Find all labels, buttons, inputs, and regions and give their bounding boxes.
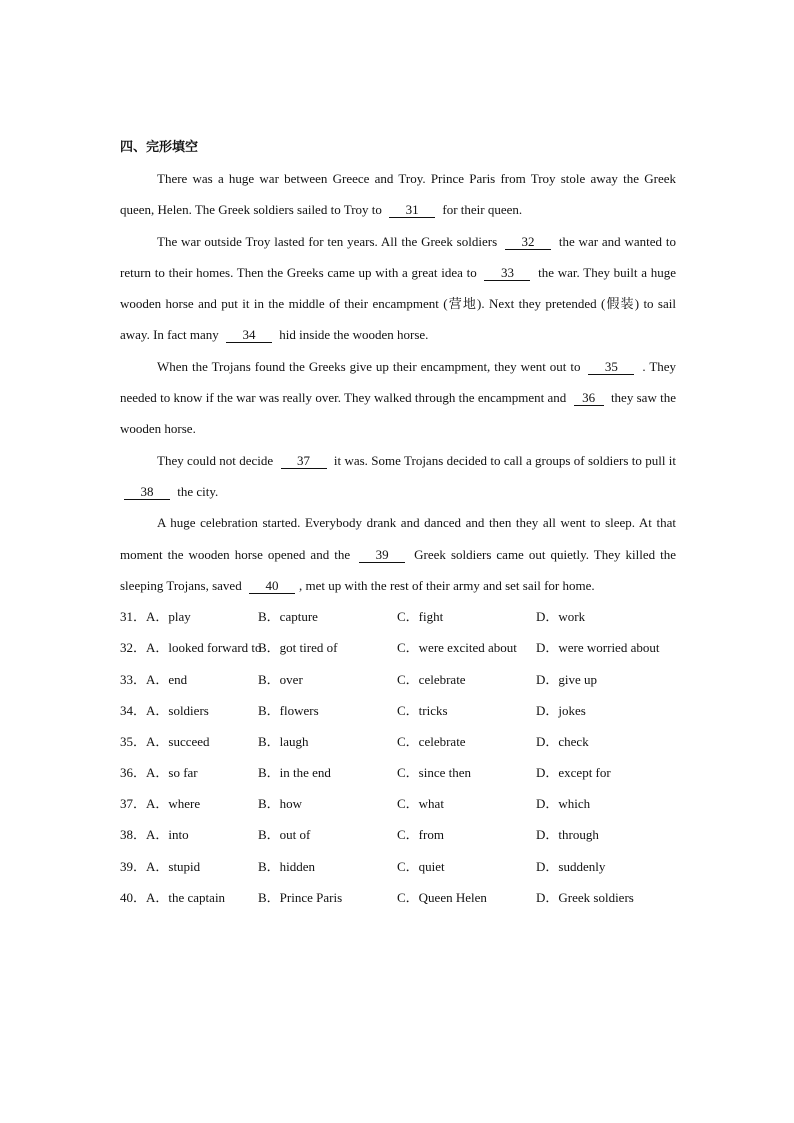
paragraph-text: When the Trojans found the Greeks give up their encampment, they went out to <box>157 358 581 374</box>
option-b: B．capture <box>258 609 318 625</box>
blank-37: 37 <box>281 454 327 469</box>
question-row-37 <box>120 788 676 819</box>
question-row-32 <box>120 632 676 663</box>
paragraph-text: They could not decide <box>157 452 274 468</box>
option-a: 36．A．so far <box>120 765 198 781</box>
blank-31: 31 <box>389 203 435 218</box>
question-row-33 <box>120 664 676 695</box>
option-d: D．give up <box>536 671 598 687</box>
blank-34: 34 <box>226 328 272 343</box>
cloze-exercise <box>120 138 676 913</box>
paragraph-text: they saw the wooden horse. <box>120 390 677 437</box>
paragraph-text: the war and wanted to return to their homes. Then the Greeks came up with a great idea to <box>120 233 676 280</box>
option-d: D．suddenly <box>536 858 606 874</box>
question-list <box>120 601 676 913</box>
option-a: 33．A．end <box>120 671 188 687</box>
option-a: 31．A．play <box>120 609 191 625</box>
blank-32: 32 <box>505 235 551 250</box>
paragraph-text: A huge celebration started. Everybody drank and danced and then they all went to sleep. At that moment the wooden horse opened and the <box>120 515 676 562</box>
option-a: 37．A．where <box>120 796 201 812</box>
option-b: B．out of <box>258 827 311 843</box>
paragraph-5 <box>120 507 676 601</box>
option-b: B．flowers <box>258 702 319 718</box>
option-c: C．quiet <box>397 858 445 874</box>
option-c: C．tricks <box>397 702 448 718</box>
paragraph-text: Greek soldiers came out quietly. They killed the sleeping Trojans, saved <box>120 546 677 593</box>
option-d: D．Greek soldiers <box>536 889 634 905</box>
option-b: B．how <box>258 796 303 812</box>
section-title: 四、完形填空 <box>120 140 199 155</box>
paragraph-text: , met up with the rest of their army and set sail for home. <box>298 577 595 593</box>
paragraph-text: There was a huge war between Greece and Troy. Prince Paris from Troy stole away the Greek queen, Helen. The Greek soldiers sailed to Troy to <box>120 171 676 218</box>
option-a: 40．A．the captain <box>120 889 226 905</box>
question-row-31 <box>120 601 676 632</box>
option-c: C．from <box>397 827 444 843</box>
option-d: D．check <box>536 733 589 749</box>
question-row-40 <box>120 882 676 913</box>
option-c: C．fight <box>397 609 444 625</box>
option-d: D．work <box>536 609 586 625</box>
blank-40: 40 <box>249 579 295 594</box>
question-row-39 <box>120 851 676 882</box>
option-b: B．Prince Paris <box>258 889 343 905</box>
blank-33: 33 <box>484 266 530 281</box>
option-c: C．what <box>397 796 444 812</box>
question-row-38 <box>120 819 676 850</box>
question-row-34 <box>120 695 676 726</box>
option-a: 35．A．succeed <box>120 733 210 749</box>
option-c: C．Queen Helen <box>397 889 487 905</box>
paragraph-text: The war outside Troy lasted for ten years. All the Greek soldiers <box>157 233 498 249</box>
paragraph-text: hid inside the wooden horse. <box>279 327 429 343</box>
option-d: D．jokes <box>536 702 586 718</box>
option-b: B．hidden <box>258 858 316 874</box>
option-d: D．except for <box>536 765 611 781</box>
blank-38: 38 <box>124 485 170 500</box>
option-c: C．were excited about <box>397 640 517 656</box>
paragraph-text: it was. Some Trojans decided to call a groups of soldiers to pull it <box>333 452 677 468</box>
option-d: D．were worried about <box>536 640 660 656</box>
paragraph-4 <box>120 445 676 508</box>
paragraph-3 <box>120 351 676 445</box>
option-a: 38．A．into <box>120 827 189 843</box>
paragraph-text: the city. <box>177 483 219 499</box>
option-c: C．celebrate <box>397 671 466 687</box>
option-b: B．in the end <box>258 765 331 781</box>
option-b: B．got tired of <box>258 640 338 656</box>
paragraph-text: for their queen. <box>442 202 523 218</box>
paragraph-2 <box>120 226 676 351</box>
paragraph-text: . They needed to know if the war was really over. They walked through the encampment and <box>120 358 677 406</box>
question-row-35 <box>120 726 676 757</box>
option-b: B．laugh <box>258 733 309 749</box>
option-d: D．through <box>536 827 599 843</box>
paragraph-text: the war. They built a huge wooden horse and put it in the middle of their encampment (营地). Next they pretended (假装) to sail away. In fact many <box>120 264 676 343</box>
option-d: D．which <box>536 796 591 812</box>
blank-39: 39 <box>359 548 405 563</box>
blank-36: 36 <box>574 391 604 406</box>
option-c: C．since then <box>397 765 472 781</box>
paragraph-1 <box>120 163 676 226</box>
option-c: C．celebrate <box>397 733 466 749</box>
question-row-36 <box>120 757 676 788</box>
blank-35: 35 <box>588 360 634 375</box>
option-a: 39．A．stupid <box>120 858 201 874</box>
option-a: 34．A．soldiers <box>120 702 209 718</box>
option-a: 32．A．looked forward to <box>120 640 262 656</box>
option-b: B．over <box>258 671 303 687</box>
